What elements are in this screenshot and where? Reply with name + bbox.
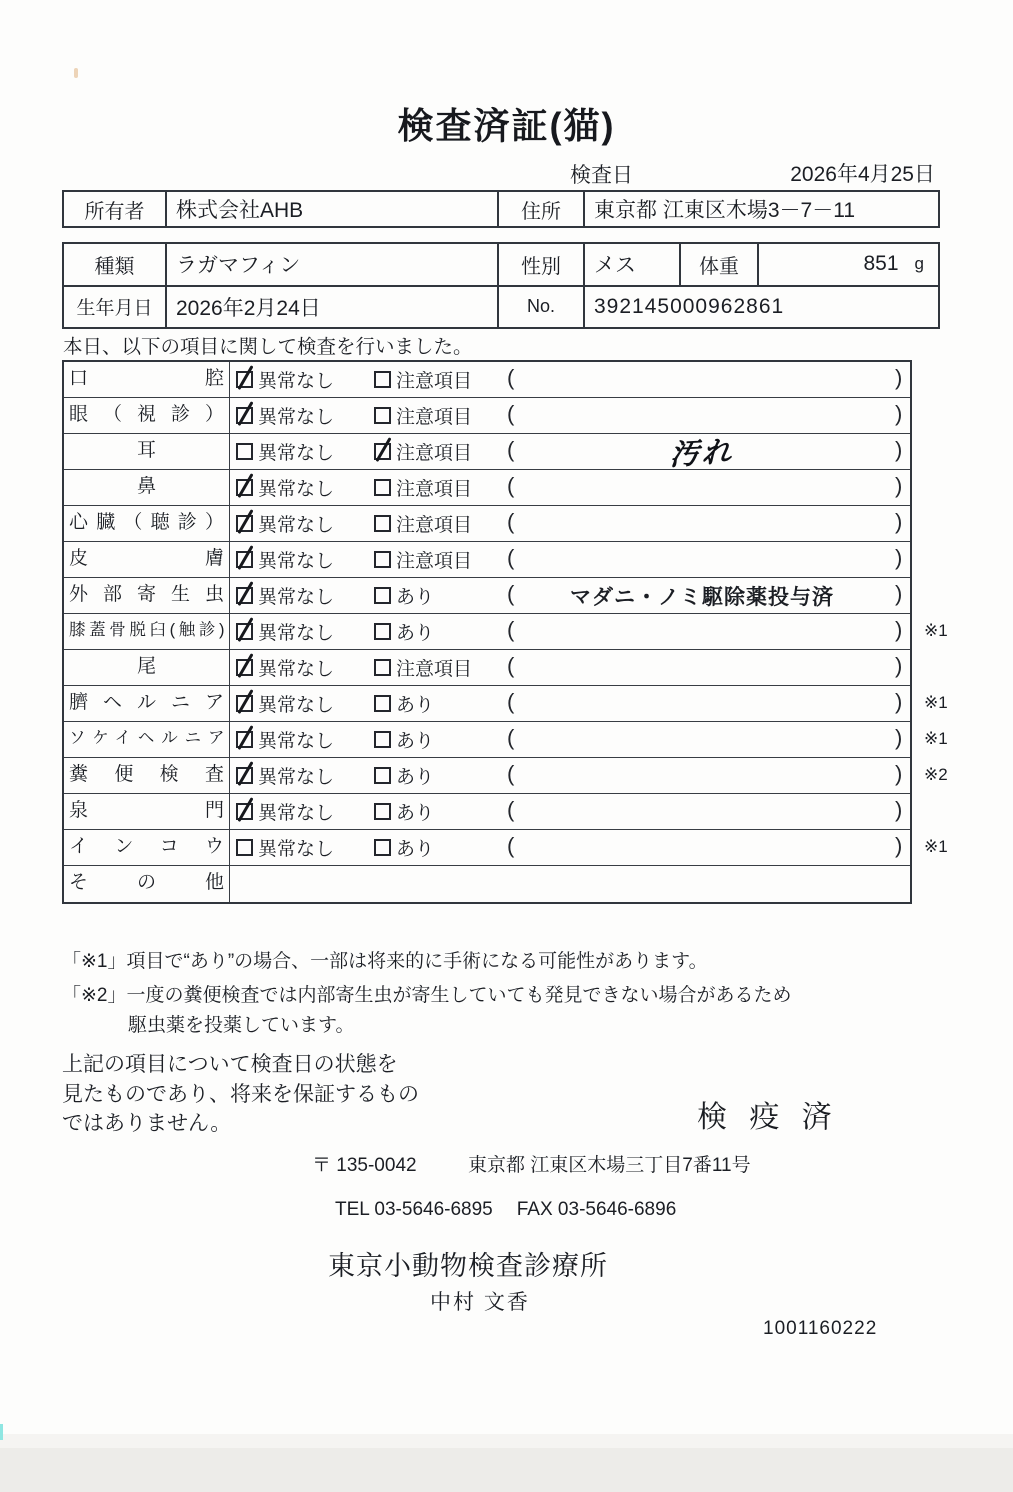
checklist-item-label: 口腔 [64,362,230,397]
footnote-2: 「※2」一度の糞便検査では内部寄生虫が寄生していても発見できない場合があるため [62,985,792,1006]
checkbox-no-abnormality [236,803,253,820]
note-text: マダニ・ノミ駆除薬投与済 [570,585,834,609]
option-caution-label: 注意項目 [396,443,473,464]
note-paren-open: ( [507,797,515,822]
option-no-abnormality [236,686,334,721]
option-no-abnormality [236,506,334,541]
note-text [517,362,887,397]
no-value: 392145000962861 [594,294,785,318]
checklist-row-content [230,722,948,757]
option-no-abnormality [236,578,334,613]
disclaimer-line-2: 見たものであり、将来を保証するもの [62,1082,419,1106]
checklist-table [62,360,948,904]
note-text [517,650,887,685]
footnote-1: 「※1」項目で“あり”の場合、一部は将来的に手術になる可能性があります。 [62,951,708,972]
checkbox-caution [374,767,391,784]
clinic-address: 東京都 江東区木場三丁目7番11号 [468,1155,751,1176]
weight-label: 体重 [681,244,759,285]
checklist-item-label: 尾 [64,650,230,685]
checklist-item-label: 糞便検査 [64,758,230,793]
checklist-row [64,686,948,722]
note-paren-close: ) [895,509,903,534]
footnote-ref-mark: ※1 [924,729,948,748]
option-caution [374,398,472,433]
option-no-abnormality-label: 異常なし [258,767,335,788]
checklist-item-label: 耳 [64,434,230,469]
option-caution [374,362,472,397]
checklist-item-label: 泉門 [64,794,230,829]
checkbox-no-abnormality [236,515,253,532]
option-no-abnormality [236,362,334,397]
checkbox-caution [374,407,391,424]
option-no-abnormality-label: 異常なし [258,659,335,680]
checkbox-caution [374,551,391,568]
note-text [517,614,887,649]
pet-info-table [62,242,940,329]
info-row-2 [64,287,938,328]
document-number: 1001160222 [763,1318,878,1339]
note-paren-open: ( [507,617,515,642]
checklist-row-content [230,614,948,649]
note-paren-open: ( [507,833,515,858]
option-no-abnormality [236,650,334,685]
note-paren-close: ) [895,761,903,786]
option-no-abnormality [236,830,334,865]
disclaimer-line-1: 上記の項目について検査日の状態を [62,1053,398,1076]
checklist-item-label: 心臓（聴診） [64,506,230,541]
checkbox-caution [374,515,391,532]
option-caution [374,794,434,829]
checklist-item-label: 鼻 [64,470,230,505]
no-label: No. [499,287,585,328]
option-caution-label: 注意項目 [396,551,473,572]
owner-label: 所有者 [64,192,167,226]
checkbox-caution [374,695,391,712]
note-paren-open: ( [507,725,515,750]
note-paren-open: ( [507,689,515,714]
checklist-item-label: 膝蓋骨脱臼(触診) [64,614,230,649]
option-no-abnormality-label: 異常なし [258,407,335,428]
checkbox-caution [374,731,391,748]
option-no-abnormality-label: 異常なし [258,839,335,860]
scan-edge-fade [0,1434,1013,1448]
checkbox-caution [374,623,391,640]
note-paren-close: ) [895,365,903,390]
checklist-row-content [230,758,948,793]
address-value: 東京都 江東区木場3－7－11 [594,199,855,222]
info-row-1 [64,244,938,287]
option-caution-label: 注意項目 [396,407,473,428]
footnote-ref-mark: ※2 [924,765,948,784]
checklist-row [64,506,910,542]
note-paren-close: ) [895,653,903,678]
note-paren-open: ( [507,581,515,606]
option-no-abnormality [236,470,334,505]
option-caution-label: 注意項目 [396,659,473,680]
option-no-abnormality [236,542,334,577]
note-paren-close: ) [895,437,903,462]
checkbox-no-abnormality [236,839,253,856]
birthdate-label: 生年月日 [64,287,167,328]
option-no-abnormality [236,398,334,433]
option-caution-label: あり [396,731,435,752]
checklist-row-content [230,470,910,505]
option-caution [374,542,472,577]
note-paren-close: ) [895,689,903,714]
note-paren-close: ) [895,545,903,570]
owner-value: 株式会社AHB [167,192,499,226]
checklist-row-content [230,830,948,865]
checkbox-no-abnormality [236,587,253,604]
quarantine-stamp-text: 検 疫 済 [697,1101,839,1134]
breed-label: 種類 [64,244,167,285]
footnote-ref-mark: ※1 [924,837,948,856]
checklist-row-content [230,794,910,829]
checkbox-no-abnormality [236,767,253,784]
checklist-row [64,758,948,794]
certificate-title: 検査済証(猫) [397,105,616,146]
checkbox-no-abnormality [236,371,253,388]
checklist-row [64,650,910,686]
note-paren-open: ( [507,401,515,426]
option-no-abnormality-label: 異常なし [258,443,335,464]
checkbox-no-abnormality [236,551,253,568]
checklist-item-label: 臍ヘルニア [64,686,230,721]
note-paren-open: ( [507,437,515,462]
checklist-row [64,434,910,470]
option-caution-label: 注意項目 [396,479,473,500]
option-no-abnormality [236,434,334,469]
option-no-abnormality-label: 異常なし [258,731,335,752]
checklist-row-content [230,362,910,397]
checklist-row [64,794,910,830]
checkbox-caution [374,479,391,496]
checkbox-no-abnormality [236,623,253,640]
disclaimer-line-3: ではありません。 [62,1112,232,1135]
note-text [517,506,887,541]
inspection-date-label: 検査日 [570,164,633,187]
checkbox-caution [374,803,391,820]
note-paren-open: ( [507,473,515,498]
option-caution-label: あり [396,623,435,644]
checklist-row [64,866,910,902]
option-no-abnormality-label: 異常なし [258,515,335,536]
footnote-3: 駆虫薬を投薬しています。 [128,1015,355,1036]
note-text [517,686,887,721]
breed-value: ラガマフィン [167,244,499,285]
owner-table [62,190,940,228]
checklist-row [64,578,910,614]
scan-edge-strip [0,1448,1013,1492]
checkbox-caution [374,443,391,460]
option-caution-label: あり [396,803,435,824]
intro-sentence: 本日、以下の項目に関して検査を行いました。 [63,336,473,358]
option-caution [374,434,472,469]
sex-value: メス [585,244,681,285]
postal-code: 〒 135-0042 [312,1155,417,1176]
option-no-abnormality [236,722,334,757]
checkbox-no-abnormality [236,731,253,748]
checkbox-caution [374,371,391,388]
option-caution [374,614,434,649]
weight-unit: g [914,254,924,274]
note-paren-close: ) [895,401,903,426]
note-paren-open: ( [507,761,515,786]
option-caution-label: 注意項目 [396,371,473,392]
checkbox-no-abnormality [236,659,253,676]
footnote-ref-mark: ※1 [924,621,948,640]
checkbox-no-abnormality [236,443,253,460]
option-no-abnormality-label: 異常なし [258,587,335,608]
checklist-item-label: ソケイヘルニア [64,722,230,757]
option-caution [374,686,434,721]
note-text [517,542,887,577]
checklist-row [64,614,948,650]
checklist-item-label: インコウ [64,830,230,865]
note-paren-close: ) [895,725,903,750]
fax-number: FAX 03-5646-6896 [516,1199,677,1220]
scan-tick [0,1424,3,1440]
checklist-row-content [230,650,910,685]
option-no-abnormality-label: 異常なし [258,551,335,572]
note-text [517,758,887,793]
option-no-abnormality-label: 異常なし [258,803,335,824]
checkbox-no-abnormality [236,695,253,712]
note-paren-close: ) [895,581,903,606]
note-paren-close: ) [895,473,903,498]
clinic-name: 東京小動物検査診療所 [328,1251,608,1281]
option-caution-label: あり [396,695,435,716]
birthdate-value: 2026年2月24日 [167,287,499,328]
checklist-row-content [230,686,948,721]
sex-label: 性別 [499,244,585,285]
footnote-ref-mark: ※1 [924,693,948,712]
option-caution [374,578,434,613]
tel-fax-line [335,1199,676,1221]
option-caution-label: あり [396,767,435,788]
checklist-row [64,362,910,398]
checklist-row-content [230,434,910,472]
checklist-row [64,722,948,758]
note-text [517,794,887,829]
note-text [517,830,887,865]
checkbox-caution [374,659,391,676]
option-caution [374,650,472,685]
option-caution [374,758,434,793]
checklist-row-content [230,542,910,577]
checklist-row [64,830,948,866]
checklist-row [64,542,910,578]
option-no-abnormality [236,758,334,793]
checklist-item-label: 外部寄生虫 [64,578,230,613]
note-paren-open: ( [507,545,515,570]
examiner-name: 中村 文香 [430,1291,530,1314]
option-caution [374,830,434,865]
checklist-row-content [230,506,910,541]
note-paren-open: ( [507,365,515,390]
note-paren-close: ) [895,833,903,858]
disclaimer-block [62,1050,419,1139]
note-text: 汚れ [669,436,735,472]
scan-speck [74,68,78,78]
note-text [517,722,887,757]
note-paren-open: ( [507,509,515,534]
inspection-date-value: 2026年4月25日 [790,163,935,186]
checkbox-no-abnormality [236,407,253,424]
note-paren-open: ( [507,653,515,678]
checklist-row-content [230,578,910,613]
note-paren-close: ) [895,797,903,822]
option-no-abnormality-label: 異常なし [258,479,335,500]
note-paren-close: ) [895,617,903,642]
option-no-abnormality [236,794,334,829]
option-caution [374,506,472,541]
weight-value-cell [759,244,938,285]
checkbox-no-abnormality [236,479,253,496]
option-caution-label: 注意項目 [396,515,473,536]
checklist-row [64,398,910,434]
option-no-abnormality-label: 異常なし [258,371,335,392]
option-caution-label: あり [396,839,435,860]
option-no-abnormality [236,614,334,649]
checkbox-caution [374,587,391,604]
tel-number: TEL 03-5646-6895 [335,1199,493,1220]
checklist-row-content [230,866,910,902]
weight-value: 851 [863,252,899,276]
option-caution [374,470,472,505]
option-no-abnormality-label: 異常なし [258,623,335,644]
checklist-row [64,470,910,506]
address-label: 住所 [499,192,585,226]
checklist-item-label: 眼（視診） [64,398,230,433]
note-text [517,470,887,505]
option-no-abnormality-label: 異常なし [258,695,335,716]
checklist-item-label: 皮膚 [64,542,230,577]
checkbox-caution [374,839,391,856]
option-caution [374,722,434,757]
option-caution-label: あり [396,587,435,608]
checklist-item-label: その他 [64,866,230,902]
